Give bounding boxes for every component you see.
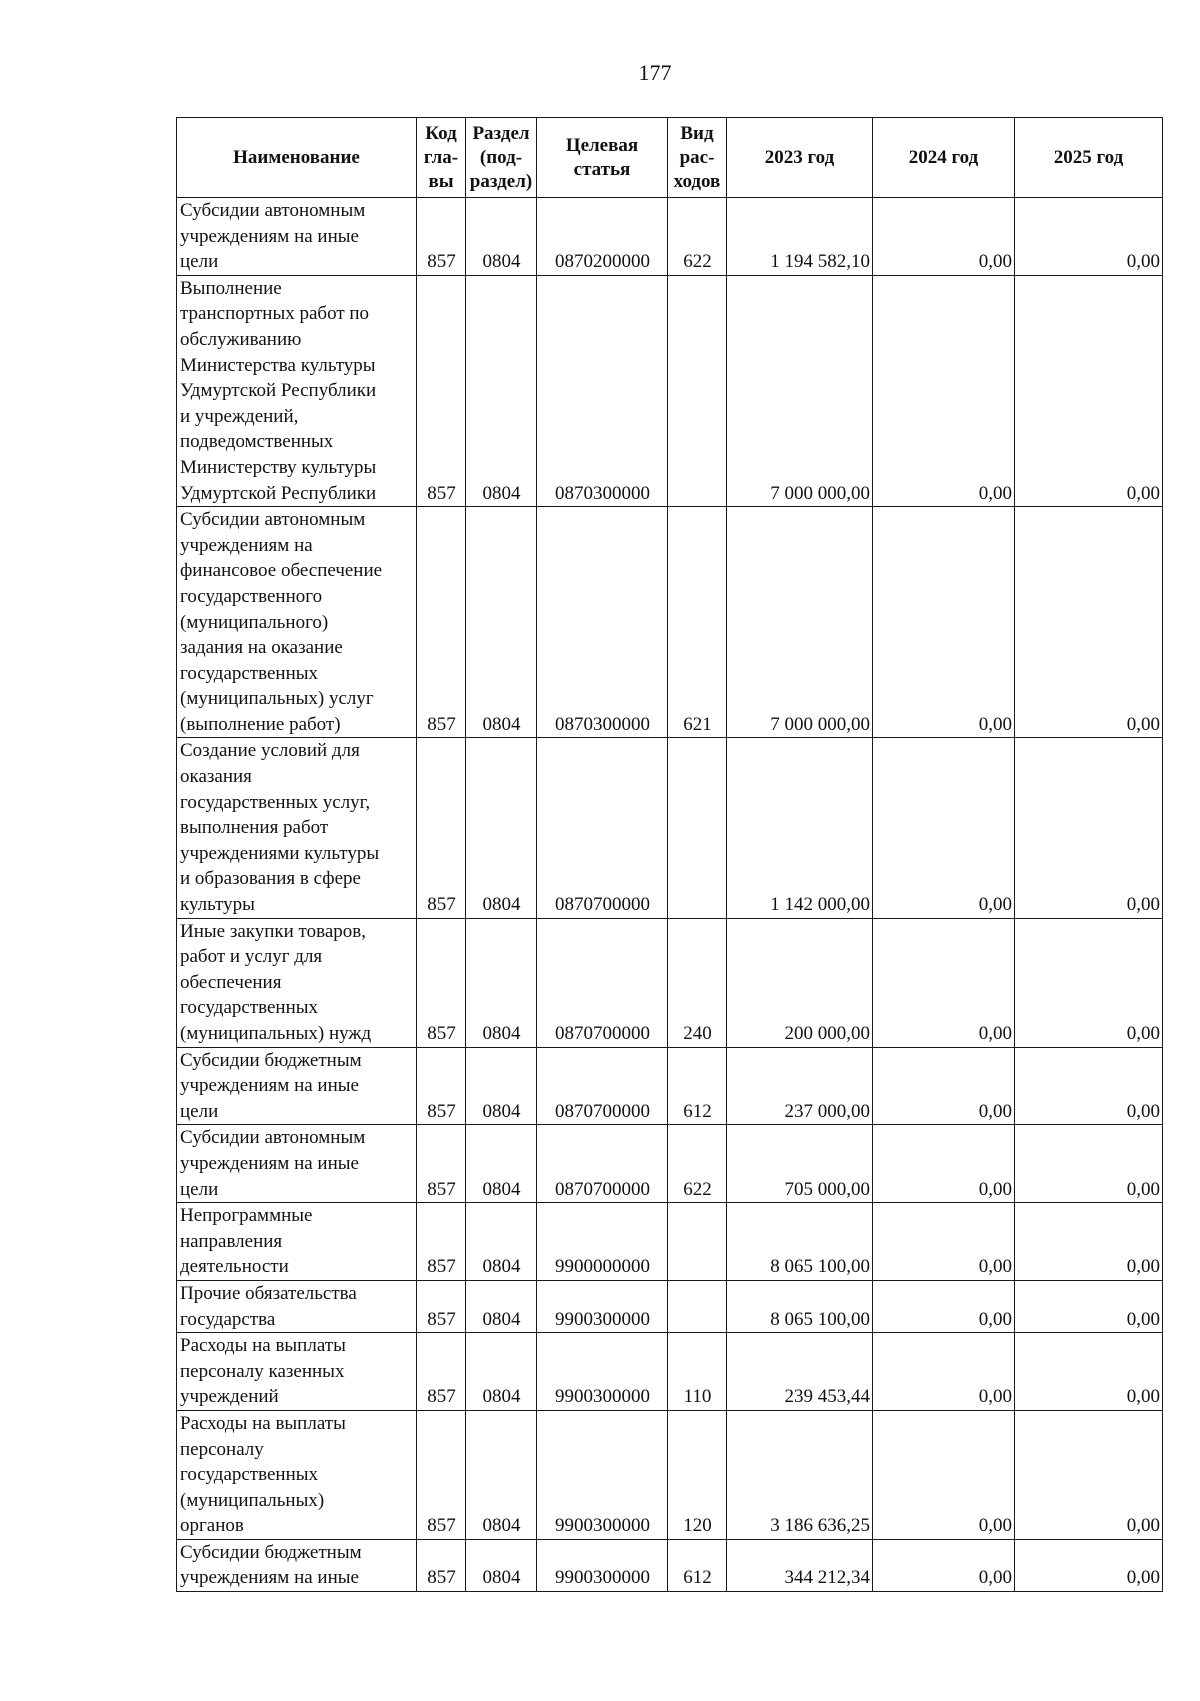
cell-name-line: обеспечения xyxy=(180,971,282,993)
cell-name-line: (муниципальных) xyxy=(180,1489,325,1511)
header-section xyxy=(466,118,537,198)
cell-name-line: работ и услуг для xyxy=(180,946,323,968)
cell-code: 857 xyxy=(417,1125,466,1203)
cell-2023: 7 000 000,00 xyxy=(727,275,873,506)
cell-name-line: направления xyxy=(180,1230,283,1252)
cell-code: 857 xyxy=(417,1539,466,1591)
cell-2024: 0,00 xyxy=(873,738,1015,918)
cell-name-line: учреждениям на иные xyxy=(180,1152,359,1174)
table-row xyxy=(177,1410,1163,1539)
cell-kind xyxy=(668,1280,727,1332)
cell-target: 9900300000 xyxy=(537,1539,668,1591)
cell-name-line: Министерства культуры xyxy=(180,354,376,376)
cell-name-line: цели xyxy=(180,251,219,273)
cell-2023: 239 453,44 xyxy=(727,1333,873,1411)
header-section-line: раздел) xyxy=(469,170,533,192)
cell-2025: 0,00 xyxy=(1015,507,1163,738)
cell-kind: 110 xyxy=(668,1333,727,1411)
cell-name-line: Субсидии автономным xyxy=(180,1127,366,1149)
table-row xyxy=(177,1047,1163,1125)
cell-name-line: Субсидии бюджетным xyxy=(180,1541,362,1563)
cell-2024: 0,00 xyxy=(873,1280,1015,1332)
cell-section: 0804 xyxy=(466,1125,537,1203)
header-2025: 2025 год xyxy=(1015,118,1163,198)
cell-name-line: государства xyxy=(180,1308,276,1330)
budget-table xyxy=(176,117,1163,1592)
cell-name xyxy=(177,507,417,738)
cell-name-line: персоналу казенных xyxy=(180,1360,345,1382)
cell-code: 857 xyxy=(417,1280,466,1332)
header-kind-line: ходов xyxy=(673,170,721,192)
cell-name xyxy=(177,1047,417,1125)
table-row xyxy=(177,918,1163,1047)
cell-kind: 120 xyxy=(668,1410,727,1539)
cell-name-line: обслуживанию xyxy=(180,328,302,350)
cell-target: 0870300000 xyxy=(537,507,668,738)
cell-name-line: учреждениям на иные xyxy=(180,1567,359,1589)
cell-target: 9900300000 xyxy=(537,1410,668,1539)
table-row xyxy=(177,1539,1163,1591)
cell-2023: 200 000,00 xyxy=(727,918,873,1047)
cell-kind: 622 xyxy=(668,198,727,276)
cell-code: 857 xyxy=(417,275,466,506)
cell-2023: 8 065 100,00 xyxy=(727,1280,873,1332)
cell-name xyxy=(177,1203,417,1281)
cell-name-line: (муниципальных) нужд xyxy=(180,1023,372,1044)
header-kind xyxy=(668,118,727,198)
cell-name-line: государственного xyxy=(180,585,323,607)
cell-2024: 0,00 xyxy=(873,1410,1015,1539)
cell-2024: 0,00 xyxy=(873,507,1015,738)
cell-name-line: Расходы на выплаты xyxy=(180,1335,346,1357)
cell-code: 857 xyxy=(417,1203,466,1281)
cell-kind: 612 xyxy=(668,1047,727,1125)
cell-code: 857 xyxy=(417,1410,466,1539)
cell-target: 0870700000 xyxy=(537,1047,668,1125)
table-row xyxy=(177,1333,1163,1411)
cell-name xyxy=(177,1333,417,1411)
cell-kind: 240 xyxy=(668,918,727,1047)
cell-name-line: транспортных работ по xyxy=(180,303,370,325)
cell-name-line: Иные закупки товаров, xyxy=(180,920,366,942)
cell-2023: 237 000,00 xyxy=(727,1047,873,1125)
cell-name xyxy=(177,198,417,276)
cell-name-line: цели xyxy=(180,1178,219,1200)
cell-name-line: выполнения работ xyxy=(180,817,329,839)
cell-name-line: деятельности xyxy=(180,1256,289,1278)
cell-2025: 0,00 xyxy=(1015,1280,1163,1332)
cell-target: 9900300000 xyxy=(537,1280,668,1332)
cell-name-line: Удмуртской Республики xyxy=(180,482,377,504)
cell-2023: 1 142 000,00 xyxy=(727,738,873,918)
cell-2025: 0,00 xyxy=(1015,1410,1163,1539)
cell-name-line: учреждениям на xyxy=(180,534,313,556)
cell-2024: 0,00 xyxy=(873,1047,1015,1125)
cell-name xyxy=(177,275,417,506)
cell-name-line: Создание условий для xyxy=(180,740,360,762)
cell-2025: 0,00 xyxy=(1015,1333,1163,1411)
cell-target: 0870700000 xyxy=(537,1125,668,1203)
cell-name-line: и образования в сфере xyxy=(180,868,361,890)
cell-name-line: Расходы на выплаты xyxy=(180,1412,346,1434)
cell-2025: 0,00 xyxy=(1015,275,1163,506)
header-target-line: Целевая xyxy=(565,134,639,156)
cell-name-line: (муниципальных) услуг xyxy=(180,688,374,710)
cell-kind: 621 xyxy=(668,507,727,738)
cell-code: 857 xyxy=(417,1333,466,1411)
cell-name-line: задания на оказание xyxy=(180,637,343,659)
table-row xyxy=(177,1280,1163,1332)
header-section-line: Раздел xyxy=(472,122,530,144)
table-header-row xyxy=(177,118,1163,198)
cell-name-line: учреждениям на иные xyxy=(180,1075,359,1097)
cell-section: 0804 xyxy=(466,918,537,1047)
header-2024: 2024 год xyxy=(873,118,1015,198)
cell-code: 857 xyxy=(417,507,466,738)
header-section-line: (под- xyxy=(479,146,523,168)
cell-name xyxy=(177,1280,417,1332)
cell-name-line: (муниципального) xyxy=(180,611,329,633)
table-row xyxy=(177,1125,1163,1203)
cell-2025: 0,00 xyxy=(1015,1539,1163,1591)
cell-name-line: культуры xyxy=(180,894,255,916)
cell-code: 857 xyxy=(417,198,466,276)
cell-name-line: и учреждений, xyxy=(180,405,299,427)
header-2023: 2023 год xyxy=(727,118,873,198)
header-target-line: статья xyxy=(573,158,631,180)
cell-kind xyxy=(668,738,727,918)
cell-name-line: Выполнение xyxy=(180,277,282,299)
cell-name xyxy=(177,1539,417,1591)
cell-2025: 0,00 xyxy=(1015,198,1163,276)
table-row xyxy=(177,507,1163,738)
cell-name xyxy=(177,1410,417,1539)
page-number: 177 xyxy=(638,60,672,85)
cell-2025: 0,00 xyxy=(1015,1047,1163,1125)
cell-2024: 0,00 xyxy=(873,1333,1015,1411)
table-row xyxy=(177,275,1163,506)
cell-name-line: Удмуртской Республики xyxy=(180,380,377,402)
header-code-line: вы xyxy=(428,170,454,192)
table-row xyxy=(177,738,1163,918)
cell-name-line: оказания xyxy=(180,766,252,788)
cell-name-line: цели xyxy=(180,1100,219,1122)
cell-name-line: Министерству культуры xyxy=(180,456,377,478)
cell-target: 0870700000 xyxy=(537,738,668,918)
cell-name-line: органов xyxy=(180,1515,244,1537)
cell-kind xyxy=(668,1203,727,1281)
cell-name-line: Субсидии бюджетным xyxy=(180,1049,362,1071)
cell-2023: 8 065 100,00 xyxy=(727,1203,873,1281)
cell-name-line: учреждениям на иные xyxy=(180,225,359,247)
cell-section: 0804 xyxy=(466,1047,537,1125)
cell-target: 9900000000 xyxy=(537,1203,668,1281)
cell-code: 857 xyxy=(417,918,466,1047)
cell-name-line: Непрограммные xyxy=(180,1205,313,1227)
table-row xyxy=(177,198,1163,276)
cell-2023: 705 000,00 xyxy=(727,1125,873,1203)
cell-target: 0870300000 xyxy=(537,275,668,506)
cell-name-line: (выполнение работ) xyxy=(180,713,341,735)
cell-2023: 344 212,34 xyxy=(727,1539,873,1591)
cell-2023: 7 000 000,00 xyxy=(727,507,873,738)
cell-2025: 0,00 xyxy=(1015,1203,1163,1281)
cell-2025: 0,00 xyxy=(1015,1125,1163,1203)
cell-2024: 0,00 xyxy=(873,1539,1015,1591)
cell-name-line: персоналу xyxy=(180,1438,264,1460)
cell-name-line: учреждений xyxy=(180,1386,279,1408)
cell-name-line: государственных xyxy=(180,997,319,1019)
cell-section: 0804 xyxy=(466,507,537,738)
cell-section: 0804 xyxy=(466,1539,537,1591)
cell-name-line: государственных xyxy=(180,1464,319,1486)
header-kind-line: рас- xyxy=(679,146,715,168)
cell-target: 9900300000 xyxy=(537,1333,668,1411)
cell-2024: 0,00 xyxy=(873,275,1015,506)
cell-name-line: подведомственных xyxy=(180,431,334,453)
cell-target: 0870200000 xyxy=(537,198,668,276)
cell-name-line: государственных xyxy=(180,662,319,684)
header-code xyxy=(417,118,466,198)
cell-2023: 3 186 636,25 xyxy=(727,1410,873,1539)
cell-section: 0804 xyxy=(466,1333,537,1411)
cell-2023: 1 194 582,10 xyxy=(727,198,873,276)
cell-name xyxy=(177,738,417,918)
cell-target: 0870700000 xyxy=(537,918,668,1047)
header-name: Наименование xyxy=(177,118,417,198)
cell-kind: 622 xyxy=(668,1125,727,1203)
cell-name-line: Субсидии автономным xyxy=(180,200,366,221)
cell-2024: 0,00 xyxy=(873,1203,1015,1281)
cell-code: 857 xyxy=(417,738,466,918)
cell-2025: 0,00 xyxy=(1015,918,1163,1047)
cell-name-line: учреждениями культуры xyxy=(180,842,380,864)
cell-2024: 0,00 xyxy=(873,918,1015,1047)
cell-name xyxy=(177,918,417,1047)
cell-2024: 0,00 xyxy=(873,198,1015,276)
cell-name xyxy=(177,1125,417,1203)
cell-code: 857 xyxy=(417,1047,466,1125)
cell-name-line: государственных услуг, xyxy=(180,791,371,813)
cell-section: 0804 xyxy=(466,198,537,276)
cell-section: 0804 xyxy=(466,275,537,506)
cell-2025: 0,00 xyxy=(1015,738,1163,918)
cell-section: 0804 xyxy=(466,1203,537,1281)
table-row xyxy=(177,1203,1163,1281)
cell-name-line: Субсидии автономным xyxy=(180,509,366,531)
cell-section: 0804 xyxy=(466,1410,537,1539)
cell-name-line: финансовое обеспечение xyxy=(180,560,383,582)
cell-2024: 0,00 xyxy=(873,1125,1015,1203)
cell-kind: 612 xyxy=(668,1539,727,1591)
cell-name-line: Прочие обязательства xyxy=(180,1282,357,1304)
header-kind-line: Вид xyxy=(680,122,714,144)
cell-section: 0804 xyxy=(466,1280,537,1332)
cell-section: 0804 xyxy=(466,738,537,918)
header-code-line: Код xyxy=(425,122,457,144)
cell-kind xyxy=(668,275,727,506)
header-target xyxy=(537,118,668,198)
header-code-line: гла- xyxy=(423,146,459,168)
